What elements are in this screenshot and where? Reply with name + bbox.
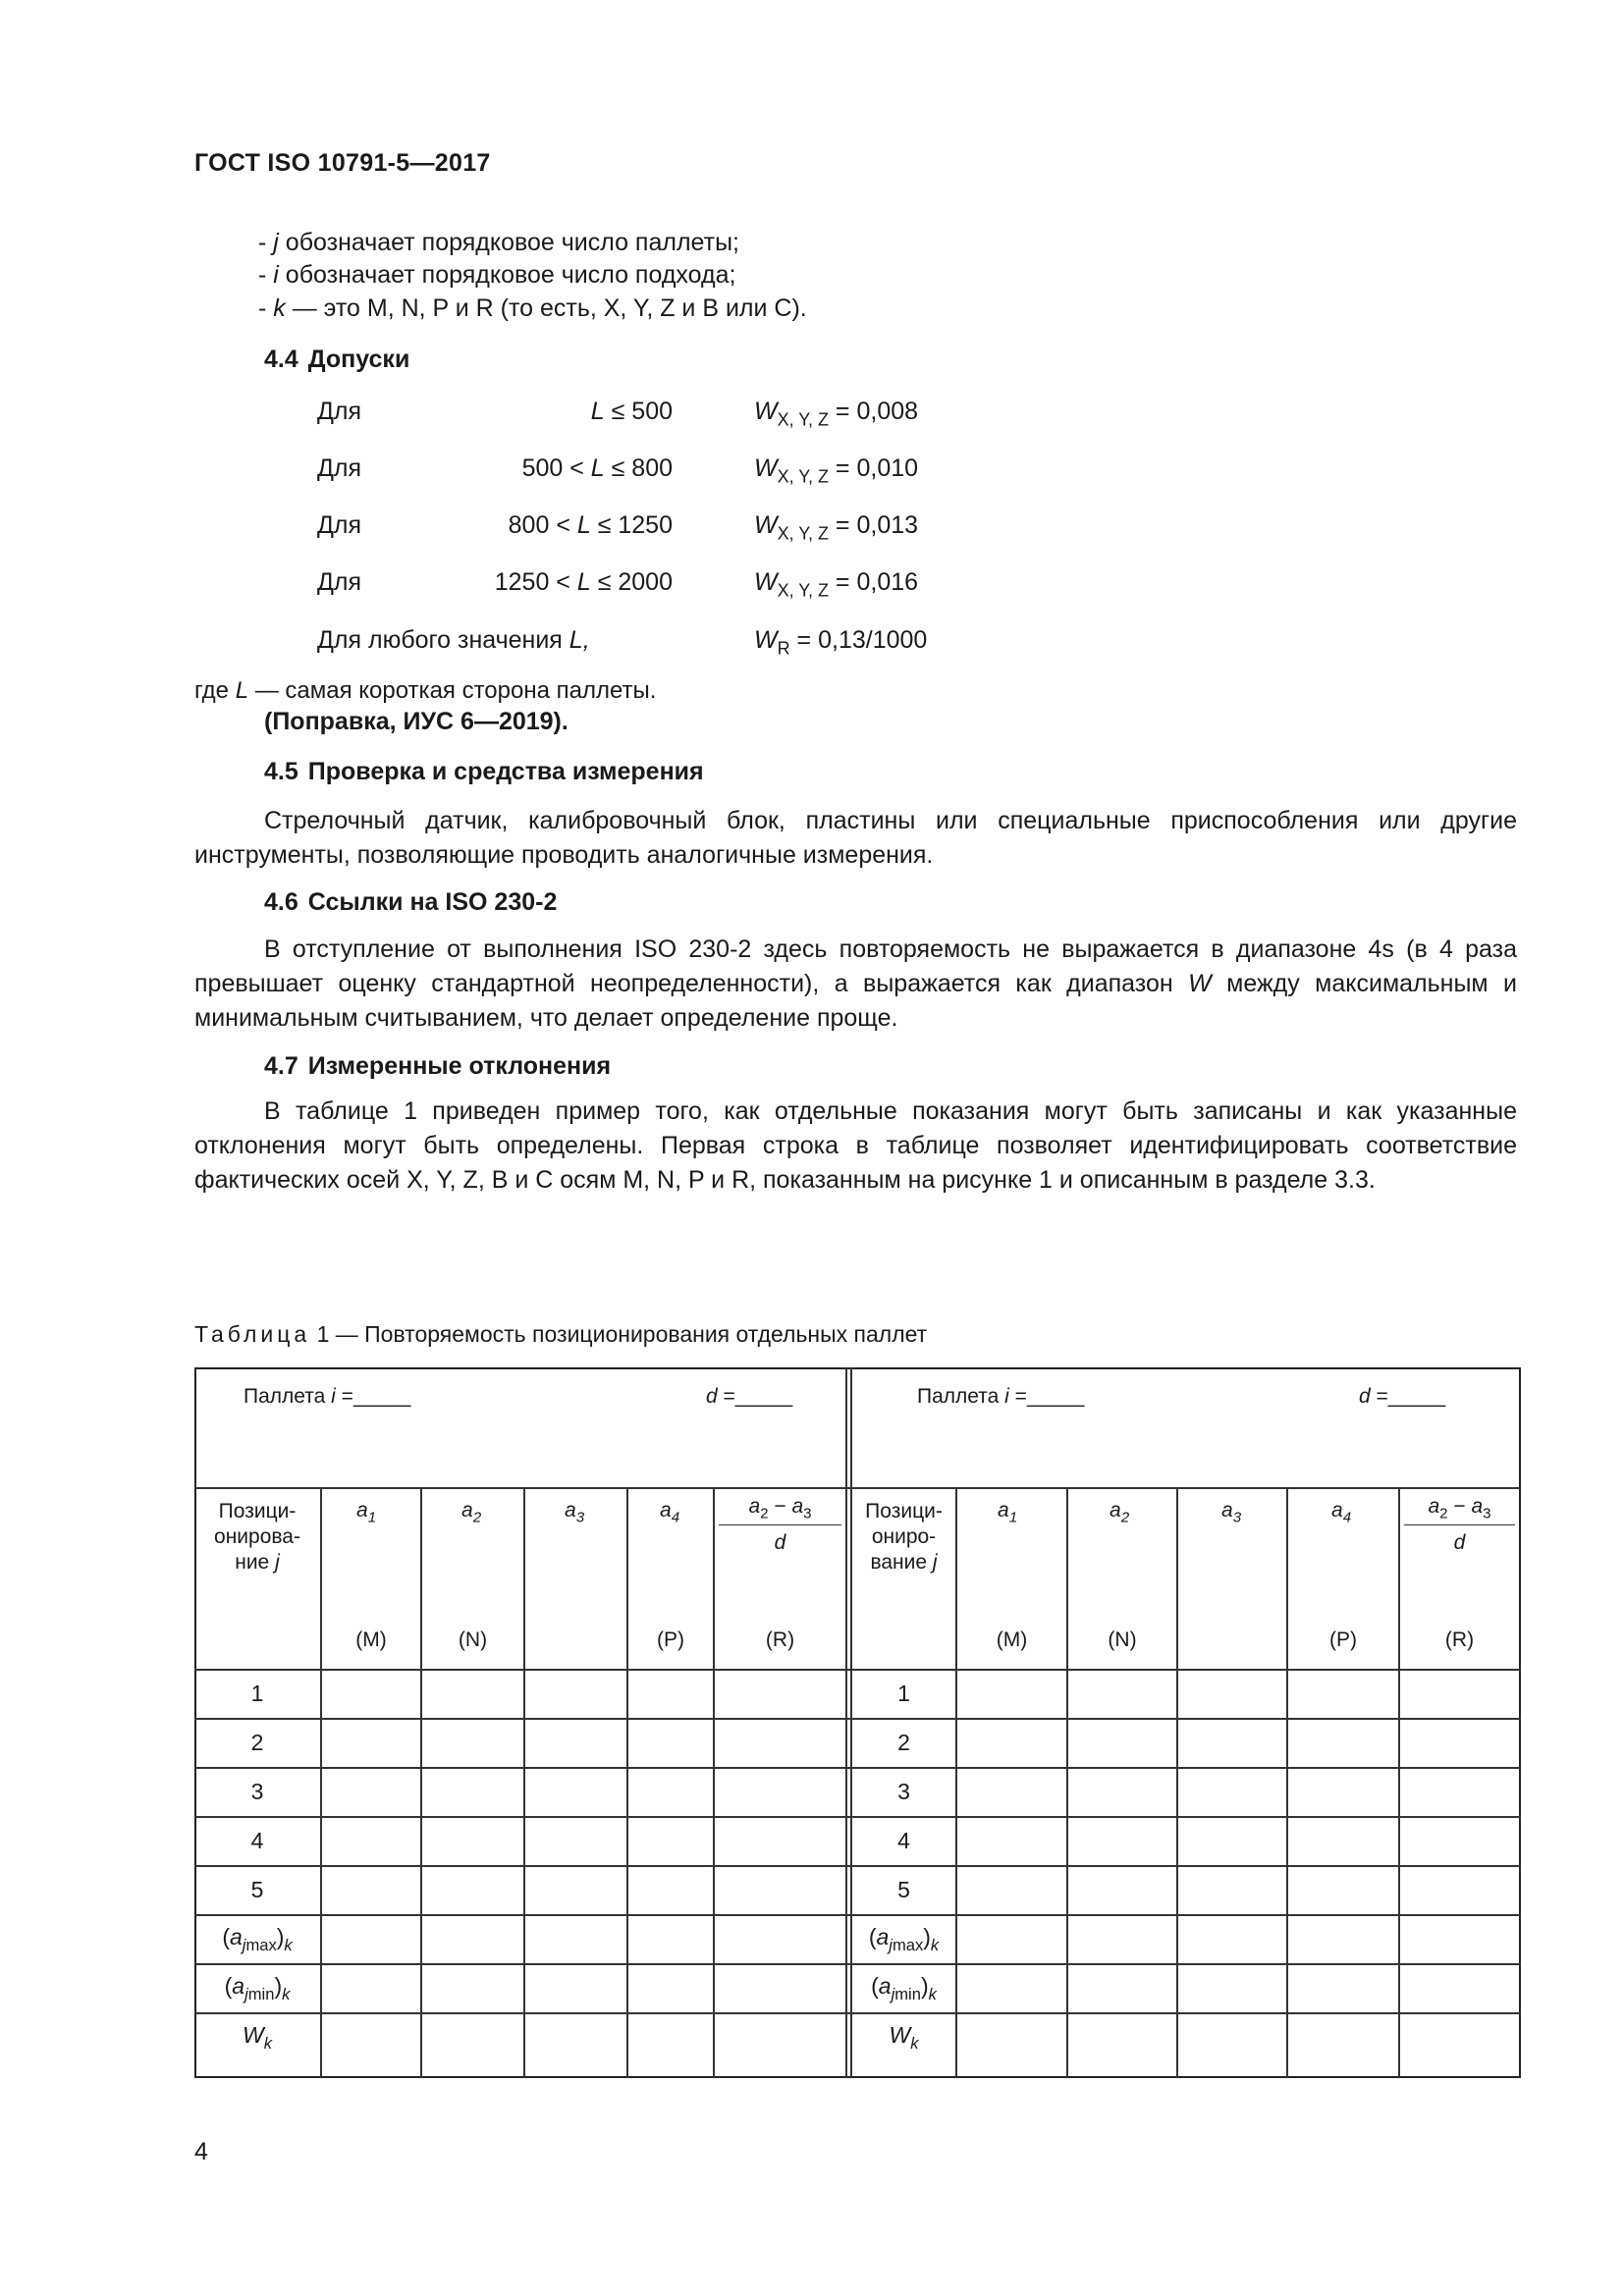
axis-label: (M) (355, 1629, 387, 1651)
col-a1-header: $a_1$ (998, 1499, 1018, 1526)
page-number: 4 (194, 2138, 208, 2165)
list-item: - i обозначает порядковое число подхода; (258, 261, 736, 289)
axis-label: (M) (996, 1629, 1028, 1651)
section-heading-4-5: 4.5 Проверка и средства измерения (264, 758, 704, 785)
list-item: - k — это M, N, P и R (то есть, X, Y, Z и B или C). (258, 294, 807, 322)
table-row-label: 4 (250, 1828, 264, 1853)
table-row-label-max: $(a_{jmax})_k$ (222, 1924, 293, 1954)
table-row-label: 1 (897, 1681, 910, 1706)
col-a3-header: $a_3$ (1221, 1499, 1242, 1526)
col-a2-header: $a_2$ (461, 1499, 482, 1526)
table-row-label-w: $W_k$ (243, 2022, 272, 2053)
section-heading-4-6: 4.6 Ссылки на ISO 230-2 (264, 888, 558, 916)
axis-label: (N) (458, 1629, 488, 1651)
table-row-label: 3 (897, 1779, 910, 1804)
table-row-label: 2 (897, 1730, 910, 1755)
position-header-left: Позици- онирова- ние j (214, 1500, 300, 1574)
d-label-left: d =_____ (706, 1385, 793, 1408)
axis-label: (R) (1444, 1629, 1475, 1651)
axis-label: (P) (1329, 1629, 1357, 1651)
table-row-label-min: $(a_{jmin})_k$ (871, 1973, 937, 2003)
document-page: ГОСТ ISO 10791-5—2017 - j обозначает порядковое число паллеты; - i обозначает порядковое число подхода; - k — это M, N, P и R (то есть, X, Y, Z и B или C). 4.4 Допуски Для L ≤ 500 $W_{X, Y, Z} = 0,008$ Для 500 < L ≤ 800 $W_{X, Y, Z} = 0,010$ Для 800 < L ≤ 1250 $W_{X, Y, Z} = 0,013$ Для 1250 < L ≤ 2000 $W_{X, Y, Z} = 0,016$ Для любого значения L, $W_R = 0,13/1000$ где L — самая короткая сторона паллеты. (Поправка, ИУС 6—2019). 4.5 Проверка и средства измерения Стрелочный датчик, калибровочный блок, пластины или специальные приспособления или другие инструменты, позволяющие проводить аналогичные измерения. 4.6 Ссылки на ISO 230-2 В отступление от выполнения ISO 230-2 здесь повторяемость не выражается в диапазоне 4s (в 4 раза превышает оценку стандартной неопределенности), а выражается как диапазон W между максимальным и минимальным считыванием, что делает определение проще. 4.7 Измеренные отклонения В таблице 1 приведен пример того, как отдельные показания могут быть записаны и как указанные отклонения могут быть определены. Первая строка в таблице позволяет идентифицировать соответствие фактических осей X, Y, Z, B и C осям M, N, P и R, показанным на рисунке 1 и описанным в разделе 3.3. Таблица 1 — Повторяемость позиционирования отдельных паллет Паллета i =_____ d =_____ Паллета i =_____ d =_____ Позици- онирова- ние j $a_1$ $a_2$ $a_3$ $a_4$ $a_2 - a_3$ d (M) (N) (P) (R) Позици- ониро- вание j $a_1$ $a_2$ $a_3$ $a_4$ $a_2 - a_3$ d (M) (N) (P) (R) 1 2 3 4 5 $(a_{jmax})_k$ $(a_{jmin})_k$ $W_k$ 1 2 3 4 5 $(a_{jmax})_k$ $(a_{jmin})_k$ $W_k$ 4 (0, 0, 1624, 2296)
col-a1-header: $a_1$ (356, 1499, 377, 1526)
table-row-label: 3 (250, 1779, 264, 1804)
axis-label: (R) (765, 1629, 795, 1651)
amendment-note: (Поправка, ИУС 6—2019). (264, 708, 568, 735)
list-item: - j обозначает порядковое число паллеты; (258, 229, 739, 256)
pallet-label-left: Паллета i =_____ (244, 1385, 411, 1408)
section-heading-4-7: 4.7 Измеренные отклонения (264, 1052, 612, 1080)
table-row-label-min: $(a_{jmin})_k$ (224, 1973, 291, 2003)
table-row-label: 5 (250, 1877, 264, 1902)
section-text-4-6: В отступление от выполнения ISO 230-2 здесь повторяемость не выражается в диапазоне 4s (в 4 раза превышает оценку стандартной неопределенности), а выражается как диапазон W между максимальным и минимальным считыванием, что делает определение проще. (194, 935, 1517, 1032)
col-a4-header: $a_4$ (660, 1499, 680, 1526)
position-header-right: Позици- ониро- вание j (865, 1500, 943, 1574)
table-caption: Таблица 1 — Повторяемость позиционирования отдельных паллет (194, 1321, 928, 1347)
pallet-label-right: Паллета i =_____ (917, 1385, 1085, 1408)
col-a3-header: $a_3$ (565, 1499, 585, 1526)
section-heading-4-4: 4.4 Допуски (264, 346, 410, 373)
col-frac-header-right: $a_2 - a_3$ d (1400, 1495, 1519, 1555)
col-a4-header: $a_4$ (1331, 1499, 1352, 1526)
col-frac-header-left: $a_2 - a_3$ d (715, 1495, 845, 1555)
table-row-label: 2 (250, 1730, 264, 1755)
document-header: ГОСТ ISO 10791-5—2017 (194, 149, 491, 177)
axis-label: (P) (657, 1629, 684, 1651)
section-text-4-7: В таблице 1 приведен пример того, как отдельные показания могут быть записаны и как указанные отклонения могут быть определены. Первая строка в таблице позволяет идентифицировать соответствие фактических осей X, Y, Z, B и C осям M, N, P и R, показанным на рисунке 1 и описанным в разделе 3.3. (194, 1097, 1517, 1194)
table-row-label-w: $W_k$ (889, 2022, 919, 2053)
section-text-4-5: Стрелочный датчик, калибровочный блок, пластины или специальные приспособления или другие инструменты, позволяющие проводить аналогичные измерения. (194, 807, 1517, 869)
table-row-label: 4 (897, 1828, 910, 1853)
col-a2-header: $a_2$ (1110, 1499, 1130, 1526)
table-row-label: 1 (250, 1681, 264, 1706)
axis-label: (N) (1108, 1629, 1137, 1651)
where-note: где L — самая короткая сторона паллеты. (194, 677, 657, 704)
table-row-label: 5 (897, 1877, 910, 1902)
table-row-label-max: $(a_{jmax})_k$ (868, 1924, 940, 1954)
repeatability-table (194, 1367, 1521, 2078)
d-label-right: d =_____ (1359, 1385, 1446, 1408)
